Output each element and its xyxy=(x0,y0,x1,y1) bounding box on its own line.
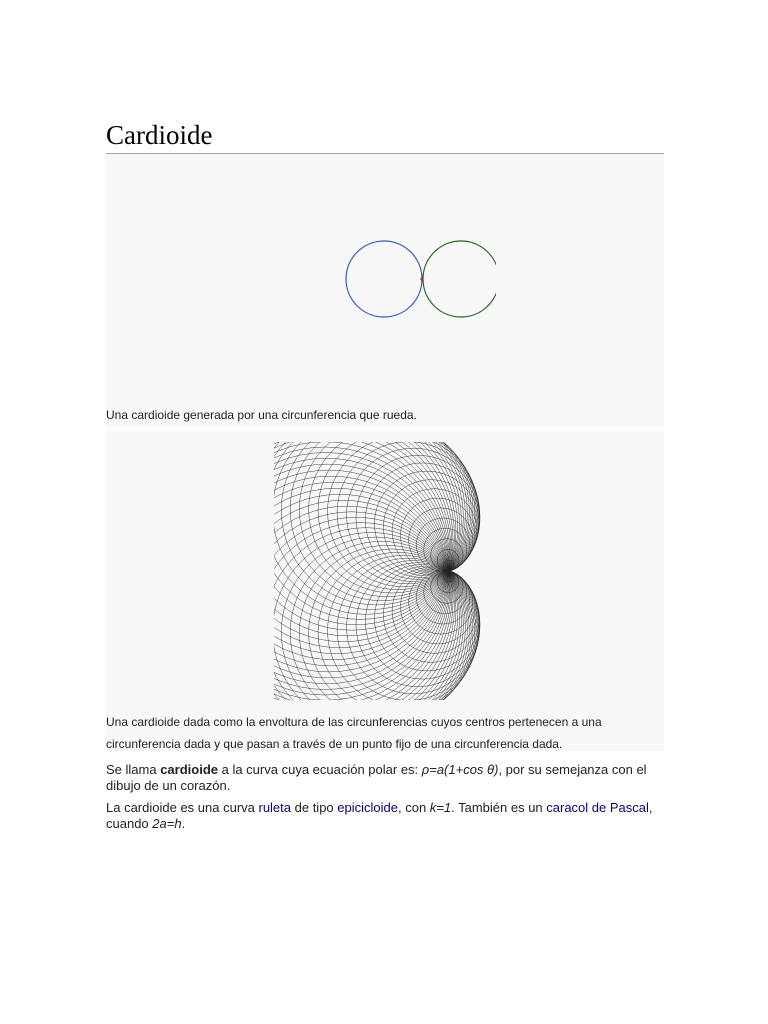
fixed-circle xyxy=(346,241,422,317)
cardioid-envelope-diagram xyxy=(274,442,494,700)
rolling-circle xyxy=(423,241,496,317)
text-segment: La cardioide es una curva xyxy=(106,800,259,815)
envelope-circle xyxy=(274,500,458,700)
polar-equation: ρ=a(1+cos θ) xyxy=(421,762,499,777)
envelope-circle xyxy=(274,494,456,700)
term-cardioide: cardioide xyxy=(160,762,218,777)
envelope-circle xyxy=(274,442,467,614)
text-segment: , con xyxy=(397,800,430,815)
link-epicicloide[interactable]: epicicloide xyxy=(337,800,398,815)
text-segment: de tipo xyxy=(291,800,338,815)
figure-caption: Una cardioide generada por una circunferencia que rueda. xyxy=(106,408,417,422)
envelope-circles xyxy=(274,442,480,700)
link-ruleta[interactable]: ruleta xyxy=(258,800,292,815)
tracing-point xyxy=(420,277,423,280)
envelope-circle xyxy=(274,442,458,642)
link-caracol-de-pascal[interactable]: caracol de Pascal xyxy=(546,800,649,815)
envelope-circle xyxy=(274,442,463,625)
envelope-circle xyxy=(274,442,460,636)
envelope-circle xyxy=(274,523,465,700)
text-segment: . También es un xyxy=(451,800,547,815)
pascal-condition: 2a=h xyxy=(152,816,182,831)
envelope-circle xyxy=(274,528,467,700)
rolling-circle-figure xyxy=(106,154,664,427)
definition-paragraph xyxy=(106,762,664,794)
envelope-circle xyxy=(274,442,465,619)
text-segment: , cuando xyxy=(106,800,653,831)
text-segment: Se llama xyxy=(106,762,161,777)
envelope-circle xyxy=(274,447,449,695)
k-value: k=1 xyxy=(429,800,452,815)
properties-paragraph xyxy=(106,800,664,832)
figure-caption: Una cardioide dada como la envoltura de las circunferencias cuyos centros pertenecen a una circunferencia dada y que pasan a través de un punto fijo de una circunferencia dada. xyxy=(106,715,602,751)
cardioid-envelope-figure xyxy=(106,430,664,751)
page-title: Cardioide xyxy=(106,118,664,154)
text-segment: . xyxy=(181,816,186,831)
envelope-circle xyxy=(274,442,456,648)
envelope-circle xyxy=(274,506,460,700)
text-segment: , por su semejanza con el dibujo de un corazón. xyxy=(106,762,647,793)
rolling-circle-diagram xyxy=(336,234,496,324)
text-segment: a la curva cuya ecuación polar es: xyxy=(218,762,422,777)
envelope-circle xyxy=(274,517,463,700)
